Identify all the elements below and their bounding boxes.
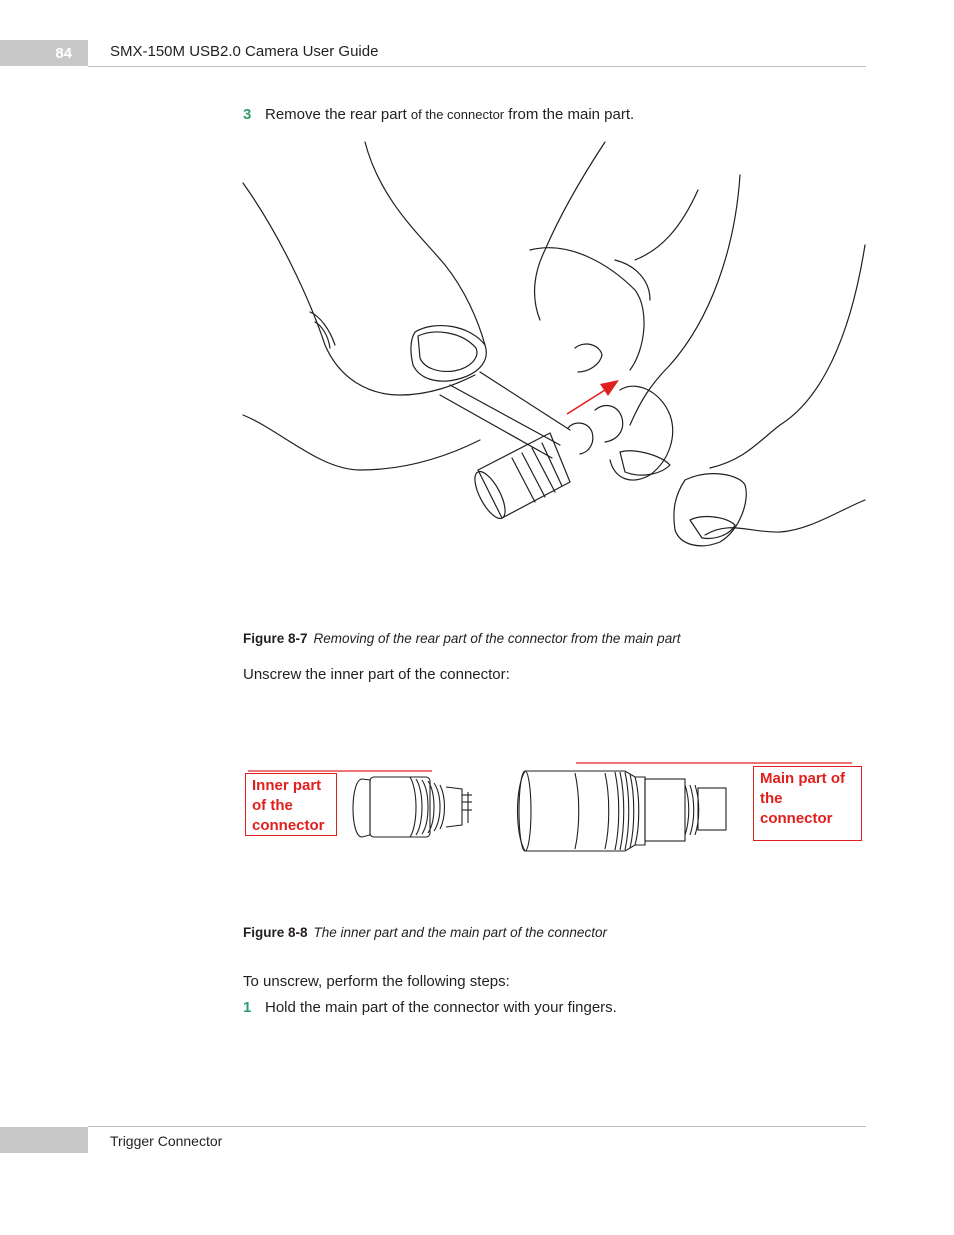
unscrew-intro: Unscrew the inner part of the connector: [243,666,510,683]
step-text: Hold the main part of the connector with your fingers. [265,999,617,1016]
step-text-a: Remove the rear part [265,106,411,123]
figure-8-8-text: The inner part and the main part of the connector [313,925,607,940]
label-inner-part: Inner part of the connector [245,773,337,836]
footer-section-title: Trigger Connector [110,1133,223,1149]
label-main-part: Main part of the connector [753,766,862,841]
step-text-b: of the connector [410,107,505,122]
figure-8-8-caption [243,924,607,942]
figure-8-7-caption [243,630,680,648]
document-title: SMX-150M USB2.0 Camera User Guide [110,43,379,60]
figure-8-8-label: Figure 8-8 [243,925,308,940]
page-number: 84 [0,40,88,66]
direction-arrow-icon [567,380,619,414]
step-1 [243,998,617,1018]
step-3 [243,105,634,125]
figure-8-7-illustration [240,140,870,560]
figure-8-7-text: Removing of the rear part of the connector from the main part [313,631,681,646]
step-number: 3 [243,106,252,123]
header-rule [88,66,866,67]
step-text-c: from the main part. [504,106,635,123]
step-number: 1 [243,999,252,1016]
footer-tab [0,1127,88,1153]
figure-8-7-label: Figure 8-7 [243,631,308,646]
steps-intro: To unscrew, perform the following steps: [243,973,510,990]
footer-rule [88,1126,866,1127]
